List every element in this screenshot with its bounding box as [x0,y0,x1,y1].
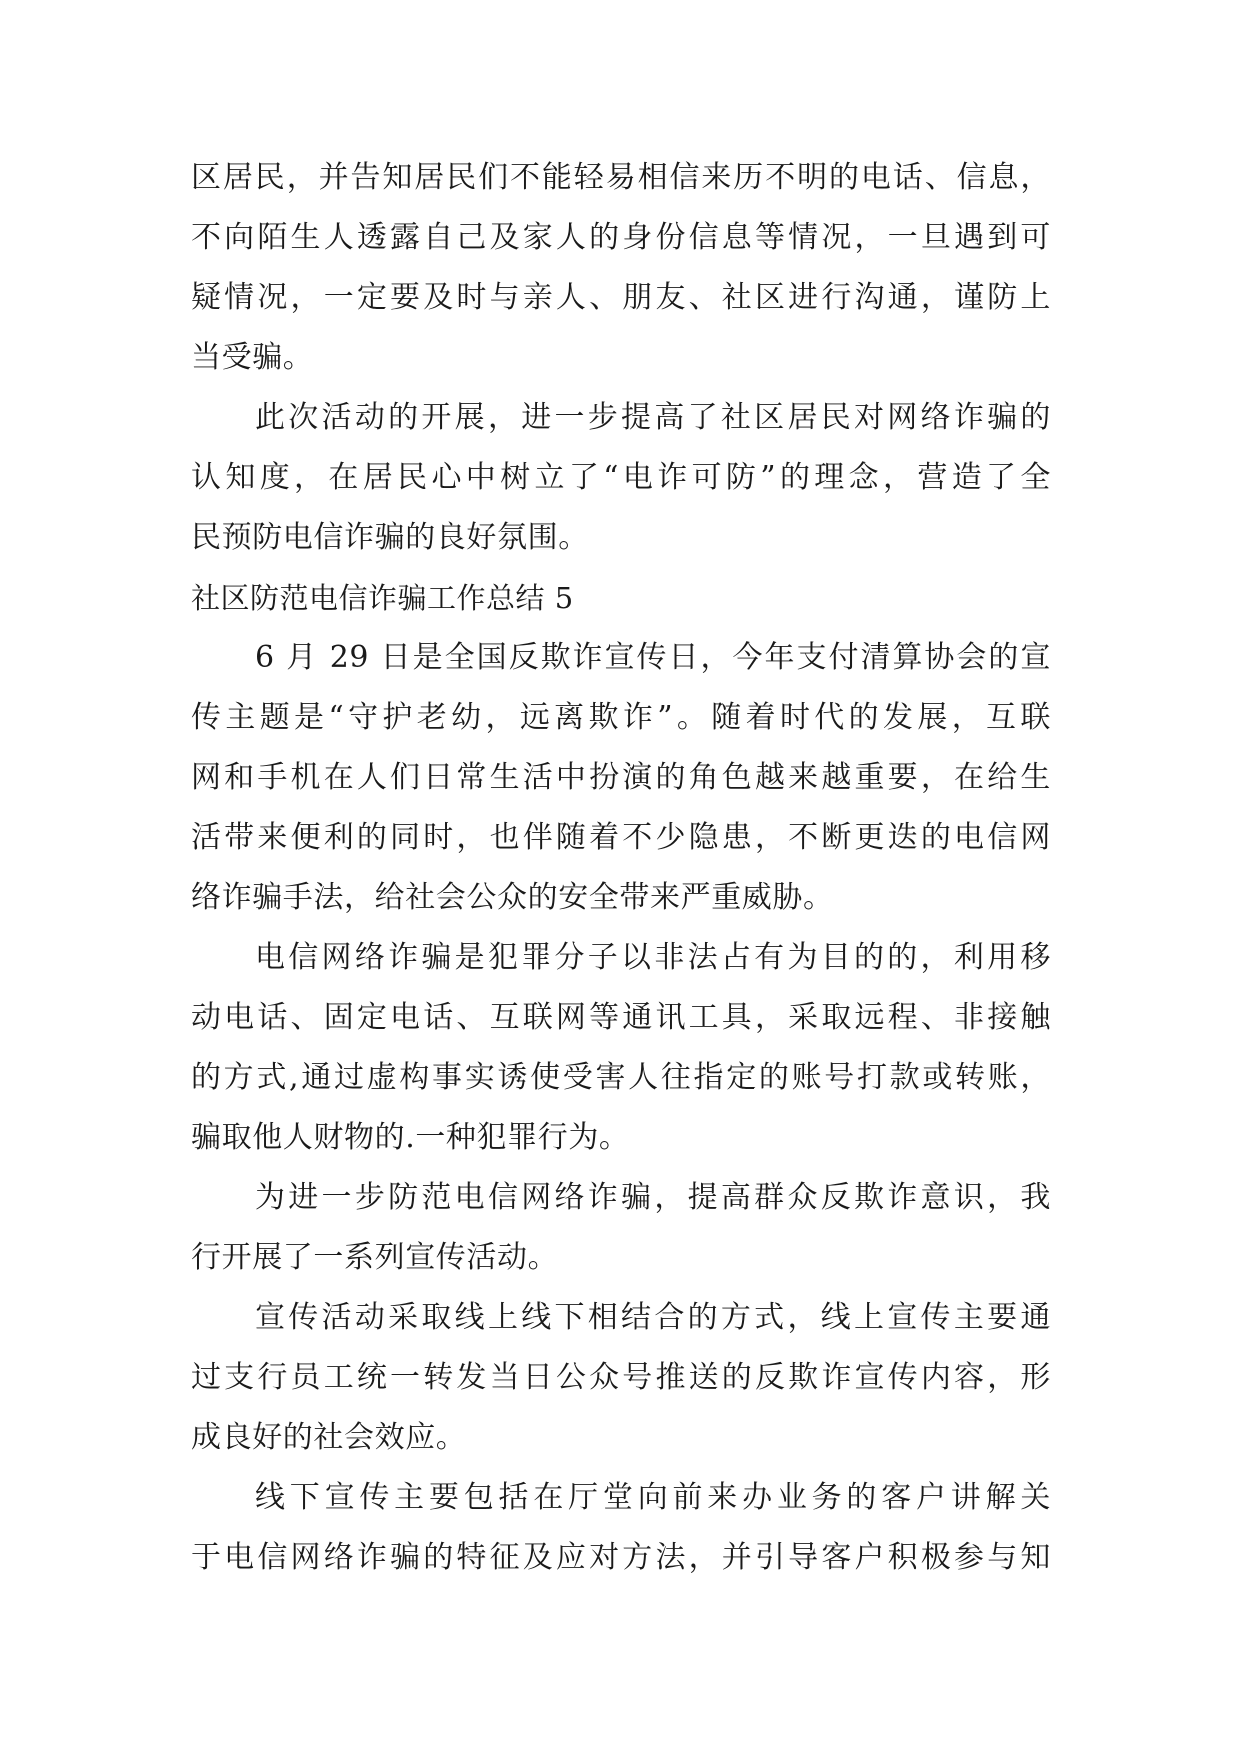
text-line: 动电话、固定电话、互联网等通讯工具，采取远程、非接触 [191,1000,1051,1035]
text-line: 区居民，并告知居民们不能轻易相信来历不明的电话、信息， [191,160,1051,195]
text-line: 民预防电信诈骗的良好氛围。 [191,520,589,555]
text-line: 行开展了一系列宣传活动。 [191,1240,559,1275]
paragraph-1 [191,148,1051,388]
paragraph-5 [191,1168,1051,1288]
text-line: 的方式,通过虚构事实诱使受害人往指定的账号打款或转账， [191,1060,1051,1095]
text-line: 活带来便利的同时，也伴随着不少隐患，不断更迭的电信网 [191,820,1051,855]
text-line: 此次活动的开展，进一步提高了社区居民对网络诈骗的 [255,400,1051,435]
text-line: 宣传活动采取线上线下相结合的方式，线上宣传主要通 [255,1300,1051,1335]
paragraph-3 [191,628,1051,928]
paragraph-4 [191,928,1051,1168]
text-line: 当受骗。 [191,340,314,375]
text-line: 疑情况，一定要及时与亲人、朋友、社区进行沟通，谨防上 [191,280,1051,315]
paragraph-2 [191,388,1051,568]
text-line: 过支行员工统一转发当日公众号推送的反欺诈宣传内容，形 [191,1360,1051,1395]
document-page [191,148,1051,1588]
text-line: 为进一步防范电信网络诈骗，提高群众反欺诈意识，我 [255,1180,1051,1215]
paragraph-6 [191,1288,1051,1468]
text-line: 电信网络诈骗是犯罪分子以非法占有为目的的，利用移 [255,940,1051,975]
text-line: 6 月 29 日是全国反欺诈宣传日，今年支付清算协会的宣 [255,640,1051,675]
text-line: 网和手机在人们日常生活中扮演的角色越来越重要，在给生 [191,760,1051,795]
paragraph-7 [191,1468,1051,1588]
text-line: 认知度，在居民心中树立了“电诈可防”的理念，营造了全 [191,460,1051,495]
text-line: 不向陌生人透露自己及家人的身份信息等情况，一旦遇到可 [191,220,1051,255]
text-line: 络诈骗手法，给社会公众的安全带来严重威胁。 [191,880,834,915]
section-heading: 社区防范电信诈骗工作总结 5 [191,581,574,615]
text-line: 线下宣传主要包括在厅堂向前来办业务的客户讲解关 [255,1480,1051,1515]
text-line: 于电信网络诈骗的特征及应对方法，并引导客户积极参与知 [191,1540,1051,1575]
text-line: 成良好的社会效应。 [191,1420,467,1455]
text-line: 骗取他人财物的.一种犯罪行为。 [191,1120,630,1155]
text-line: 传主题是“守护老幼，远离欺诈”。随着时代的发展，互联 [191,700,1051,735]
